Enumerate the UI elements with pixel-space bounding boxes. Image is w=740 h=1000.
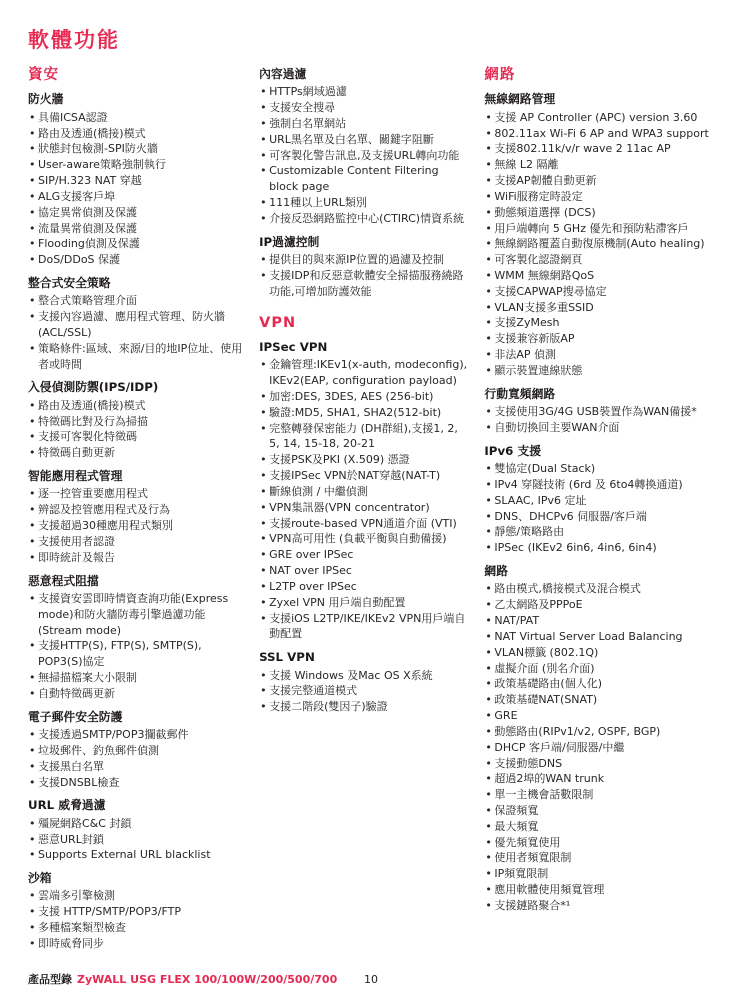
section-title: IPv6 支援 (484, 443, 542, 458)
feature-item: • DHCP 客戶端/伺服器/中繼 (484, 740, 714, 756)
feature-section (259, 67, 469, 227)
feature-item: • 非法AP 偵測 (484, 347, 714, 363)
feature-item: • 逐一控管重要應用程式 (28, 486, 244, 502)
category-heading: 資安 (28, 67, 59, 83)
footer-product-name: ZyWALL USG FLEX 100/100W/200/500/700 (77, 972, 338, 986)
feature-section (28, 469, 244, 565)
feature-item: • VLAN支援多重SSID (484, 300, 714, 316)
feature-item: • 乙太網路及PPPoE (484, 597, 714, 613)
feature-item: • 特徵碼比對及行為掃描 (28, 414, 244, 430)
feature-item: • 最大頻寬 (484, 819, 714, 835)
feature-item: • 強制白名單網站 (259, 116, 469, 132)
feature-section (28, 871, 244, 952)
feature-item: • 支援ZyMesh (484, 315, 714, 331)
feature-item: • 802.11ax Wi-Fi 6 AP and WPA3 support (484, 126, 714, 142)
feature-item: • 動態路由(RIPv1/v2, OSPF, BGP) (484, 724, 714, 740)
feature-item: • IP頻寬限制 (484, 866, 714, 882)
feature-item: • 協定異常偵測及保護 (28, 205, 244, 221)
section-title: 內容過濾 (259, 67, 307, 81)
feature-item: • 殭屍網路C&C 封鎖 (28, 816, 244, 832)
feature-section (28, 276, 244, 372)
feature-section (28, 798, 244, 863)
feature-item: • DoS/DDoS 保護 (28, 252, 244, 268)
feature-item: • 支援 AP Controller (APC) version 3.60 (484, 110, 714, 126)
feature-item: • 支援兼容新版AP (484, 331, 714, 347)
feature-section (259, 650, 469, 715)
feature-item: • 保證頻寬 (484, 803, 714, 819)
feature-item: • 支援DNSBL檢查 (28, 775, 244, 791)
feature-item: • 支援 HTTP/SMTP/POP3/FTP (28, 904, 244, 920)
feature-item: • 惡意URL封鎖 (28, 832, 244, 848)
feature-section (28, 710, 244, 791)
feature-item: • 支援AP韌體自動更新 (484, 173, 714, 189)
section-title: IPSec VPN (259, 339, 328, 354)
footer-label: 產品型錄 (28, 972, 72, 986)
column-2 (259, 67, 469, 715)
feature-item: • GRE (484, 708, 714, 724)
feature-item: • VPN集訊器(VPN concentrator) (259, 500, 469, 516)
feature-item: • 金鑰管理:IKEv1(x-auth, modeconfig), IKEv2(EAP, configuration payload) (259, 357, 469, 389)
category-heading: VPN (259, 314, 297, 331)
feature-item: • DNS、DHCPv6 伺服器/客戶端 (484, 509, 714, 525)
feature-item: • 無線網路覆蓋自動復原機制(Auto healing) (484, 236, 714, 252)
feature-item: • 支援二階段(雙因子)驗證 (259, 699, 469, 715)
feature-item: • 用戶端轉向 5 GHz 優先和預防粘滯客戶 (484, 221, 714, 237)
feature-item: • 虛擬介面 (別名介面) (484, 661, 714, 677)
feature-columns (28, 67, 714, 952)
feature-item: • 支援iOS L2TP/IKE/IKEv2 VPN用戶端自動配置 (259, 611, 469, 643)
feature-item: • 驗證:MD5, SHA1, SHA2(512-bit) (259, 405, 469, 421)
feature-item: • 支援黑白名單 (28, 759, 244, 775)
feature-item: • ALG支援客戶埠 (28, 189, 244, 205)
feature-item: • 靜態/策略路由 (484, 524, 714, 540)
feature-item: • 支援 Windows 及Mac OS X系統 (259, 668, 469, 684)
feature-item: • 應用軟體使用頻寬管理 (484, 882, 714, 898)
section-title: 入侵偵測防禦(IPS/IDP) (28, 380, 159, 395)
section-title: 沙箱 (28, 871, 52, 886)
feature-item: • 無線 L2 隔離 (484, 157, 714, 173)
section-title: 智能應用程式管理 (28, 469, 123, 484)
section-title: IP過濾控制 (259, 234, 320, 249)
feature-item: • 支援802.11k/v/r wave 2 11ac AP (484, 141, 714, 157)
feature-item: • 辨認及控管應用程式及行為 (28, 502, 244, 518)
feature-item: • 支援使用者認證 (28, 534, 244, 550)
feature-item: • SIP/H.323 NAT 穿越 (28, 173, 244, 189)
feature-item: • 111種以上URL類別 (259, 195, 469, 211)
feature-item: • IPSec (IKEv2 6in6, 4in6, 6in4) (484, 540, 714, 556)
feature-item: • 支援HTTP(S), FTP(S), SMTP(S), POP3(S)協定 (28, 638, 244, 670)
section-title: URL 威脅過濾 (28, 798, 106, 813)
column-3 (484, 67, 714, 914)
feature-item: • NAT Virtual Server Load Balancing (484, 629, 714, 645)
page-footer (28, 973, 714, 986)
section-title: 電子郵件安全防護 (28, 709, 123, 724)
feature-item: • GRE over IPSec (259, 547, 469, 563)
feature-section (484, 92, 714, 378)
feature-item: • 具備ICSA認證 (28, 110, 244, 126)
feature-item: • WMM 無線網路QoS (484, 268, 714, 284)
feature-item: • Supports External URL blacklist (28, 847, 244, 863)
feature-item: • 可客製化警告訊息,及支援URL轉向功能 (259, 148, 469, 164)
section-title: 行動寬頻網路 (484, 386, 556, 401)
feature-item: • 支援資安雲即時情資查詢功能(Express mode)和防火牆防毒引擎過濾功能 (Stream mode) (28, 591, 244, 638)
feature-item: • 支援CAPWAP搜尋協定 (484, 284, 714, 300)
feature-item: • 動態頻道選擇 (DCS) (484, 205, 714, 221)
feature-item: • 斷線偵測 / 中繼偵測 (259, 484, 469, 500)
feature-item: • 支援完整通道模式 (259, 683, 469, 699)
feature-section (28, 380, 244, 461)
column-1 (28, 67, 244, 952)
feature-item: • 支援內容過濾、應用程式管理、防火牆(ACL/SSL) (28, 309, 244, 341)
feature-item: • Zyxel VPN 用戶端自動配置 (259, 595, 469, 611)
feature-section (484, 564, 714, 914)
feature-item: • 支援鏈路聚合*¹ (484, 898, 714, 914)
feature-item: • VLAN標籤 (802.1Q) (484, 645, 714, 661)
section-title: 惡意程式阻擋 (28, 573, 99, 588)
feature-item: • 路由模式,橋接模式及混合模式 (484, 581, 714, 597)
feature-item: • Customizable Content Filtering block page (259, 163, 469, 195)
feature-item: • HTTPs網域過濾 (259, 84, 469, 100)
feature-item: • 流量異常偵測及保護 (28, 221, 244, 237)
feature-item: • 完整轉發保密能力 (DH群組),支援1, 2, 5, 14, 15-18, 20-21 (259, 421, 469, 453)
feature-item: • 提供目的與來源IP位置的過濾及控制 (259, 252, 469, 268)
feature-section (259, 340, 469, 642)
feature-item: • 自動特徵碼更新 (28, 686, 244, 702)
feature-item: • 整合式策略管理介面 (28, 293, 244, 309)
feature-item: • WiFi服務定時設定 (484, 189, 714, 205)
feature-item: • 狀態封包檢測-SPI防火牆 (28, 141, 244, 157)
category-heading: 網路 (484, 67, 516, 83)
feature-item: • 特徵碼自動更新 (28, 445, 244, 461)
feature-item: • 超過2埠的WAN trunk (484, 771, 714, 787)
feature-section (28, 92, 244, 268)
feature-item: • 支援使用3G/4G USB裝置作為WAN備援* (484, 404, 714, 420)
feature-item: • L2TP over IPSec (259, 579, 469, 595)
feature-item: • 支援安全搜尋 (259, 100, 469, 116)
feature-item: • 可客製化認證網頁 (484, 252, 714, 268)
feature-item: • URL黑名單及白名單、關鍵字阻斷 (259, 132, 469, 148)
feature-item: • 支援route-based VPN通道介面 (VTI) (259, 516, 469, 532)
section-title: 無線網路管理 (484, 92, 556, 107)
feature-item: • 自動切換回主要WAN介面 (484, 420, 714, 436)
feature-item: • 多種檔案類型檢查 (28, 920, 244, 936)
page-number: 10 (364, 972, 378, 986)
feature-item: • 即時威脅同步 (28, 936, 244, 952)
feature-item: • 支援動態DNS (484, 756, 714, 772)
feature-item: • 支援可客製化特徵碼 (28, 429, 244, 445)
feature-item: • 顯示裝置連線狀態 (484, 363, 714, 379)
feature-item: • 政策基礎路由(個人化) (484, 676, 714, 692)
feature-section (259, 235, 469, 300)
feature-item: • 垃圾郵件、釣魚郵件偵測 (28, 743, 244, 759)
feature-item: • IPv4 穿隧技術 (6rd 及 6to4轉換通道) (484, 477, 714, 493)
feature-item: • 策略條件:區域、來源/目的地IP位址、使用者或時間 (28, 341, 244, 373)
feature-item: • 使用者頻寬限制 (484, 850, 714, 866)
feature-item: • 優先頻寬使用 (484, 835, 714, 851)
feature-item: • User-aware策略強制執行 (28, 157, 244, 173)
feature-section (484, 444, 714, 556)
feature-item: • 即時統計及報告 (28, 550, 244, 566)
feature-item: • NAT over IPSec (259, 563, 469, 579)
feature-item: • 路由及透通(橋接)模式 (28, 398, 244, 414)
page-title: 軟體功能 (28, 28, 120, 52)
feature-item: • 支援IDP和反惡意軟體安全掃描服務繞路功能,可增加防護效能 (259, 268, 469, 300)
feature-item: • 政策基礎NAT(SNAT) (484, 692, 714, 708)
feature-item: • 無掃描檔案大小限制 (28, 670, 244, 686)
feature-item: • 支援透過SMTP/POP3攔截郵件 (28, 727, 244, 743)
section-title: 整合式安全策略 (28, 276, 111, 290)
feature-item: • 支援超過30種應用程式類別 (28, 518, 244, 534)
feature-item: • 單一主機會話數限制 (484, 787, 714, 803)
feature-item: • 加密:DES, 3DES, AES (256-bit) (259, 389, 469, 405)
feature-item: • NAT/PAT (484, 613, 714, 629)
feature-item: • 介接反恐網路監控中心(CTIRC)情資系統 (259, 211, 469, 227)
feature-item: • 雲端多引擎檢測 (28, 888, 244, 904)
feature-item: • Flooding偵測及保護 (28, 236, 244, 252)
feature-section (28, 574, 244, 702)
feature-item: • 路由及透通(橋接)模式 (28, 126, 244, 142)
feature-item: • 支援PSK及PKI (X.509) 憑證 (259, 452, 469, 468)
feature-item: • SLAAC, IPv6 定址 (484, 493, 714, 509)
feature-item: • VPN高可用性 (負載平衡與自動備援) (259, 531, 469, 547)
feature-section (484, 387, 714, 436)
section-title: SSL VPN (259, 650, 315, 665)
section-title: 網路 (484, 564, 509, 579)
feature-item: • 雙協定(Dual Stack) (484, 461, 714, 477)
feature-item: • 支援IPSec VPN於NAT穿越(NAT-T) (259, 468, 469, 484)
section-title: 防火牆 (28, 92, 64, 107)
